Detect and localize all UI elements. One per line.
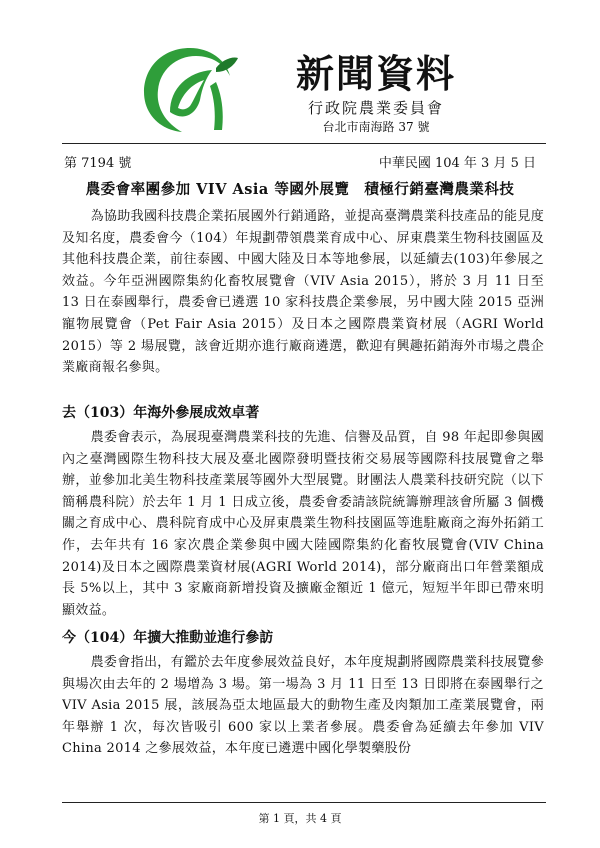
page-footer: 第 1 頁，共 4 頁 [258, 812, 342, 825]
coa-leaf-logo-icon [140, 42, 240, 134]
issue-number: 第 7194 號 [64, 156, 132, 171]
section1-paragraph: 農委會表示，為展現臺灣農業科技的先進、信譽及品質，自 98 年起即參與國內之臺灣國際生物科技大展及臺北國際發明暨技術交易展等國際科技展覽會之舉辦，並參加北美生物科技產業展等國外大型展覽。財團法人農業科技研究院（以下簡稱農科院）於去年 1 月 1 日成立後，農委會委請該院統籌辦理該會所屬 3 個機關之育成中心、農科院育成中心及屏東農業生物科技園區等進駐廠商之海外拓銷工作，去年共有 16 家次農企業參與中國大陸國際集約化畜牧展覽會(VIV China 2014)及日本之國際農業資材展(AGRI World 2014)，部分廠商出口年營業額成長 5%以上，其中 3 家廠商新增投資及擴廠金額近 1 億元，短短半年即已帶來明顯效益。 [62, 430, 544, 618]
headline: 農委會率團參加 VIV Asia 等國外展覽 積極行銷臺灣農業科技 [85, 181, 515, 198]
header-divider [62, 143, 546, 144]
section-heading-last-year: 去（103）年海外參展成效卓著 [62, 405, 260, 421]
organization-address: 台北市南海路 37 號 [322, 120, 430, 134]
issue-date: 中華民國 104 年 3 月 5 日 [378, 156, 536, 171]
footer-divider [62, 802, 546, 803]
organization-name: 行政院農業委員會 [307, 99, 444, 117]
section-heading-this-year: 今（104）年擴大推動並進行參訪 [62, 630, 274, 646]
masthead-title: 新聞資料 [295, 51, 456, 96]
intro-paragraph: 為協助我國科技農企業拓展國外行銷通路，並提高臺灣農業科技產品的能見度及知名度，農委會今（104）年規劃帶領農業育成中心、屏東農業生物科技園區及其他科技農企業，前往泰國、中國大陸及日本等地參展，以延續去(103)年參展之效益。今年亞洲國際集約化畜牧展覽會（VIV Asia 2015），將於 3 月 11 日至 13 日在泰國舉行，農委會已遴選 10 家科技農企業參展，另中國大陸 2015 亞洲寵物展覽會（Pet Fair Asia 2015）及日本之國際農業資材展（AGRI World 2015）等 2 場展覽，該會近期亦進行廠商遴選，歡迎有興趣拓銷海外市場之農企業廠商報名參與。 [62, 209, 544, 376]
section2-paragraph: 農委會指出，有鑑於去年度參展效益良好，本年度規劃將國際農業科技展覽參與場次由去年的 2 場增為 3 場。第一場為 3 月 11 日至 13 日即將在泰國舉行之 VIV Asia 2015 展，該展為亞太地區最大的動物生產及肉類加工產業展覽會，兩年舉辦 1 次，每次皆吸引 600 家以上業者參展。農委會為延續去年參加 VIV China 2014 之參展效益，本年度已遴選中國化學製藥股份 [62, 655, 544, 757]
